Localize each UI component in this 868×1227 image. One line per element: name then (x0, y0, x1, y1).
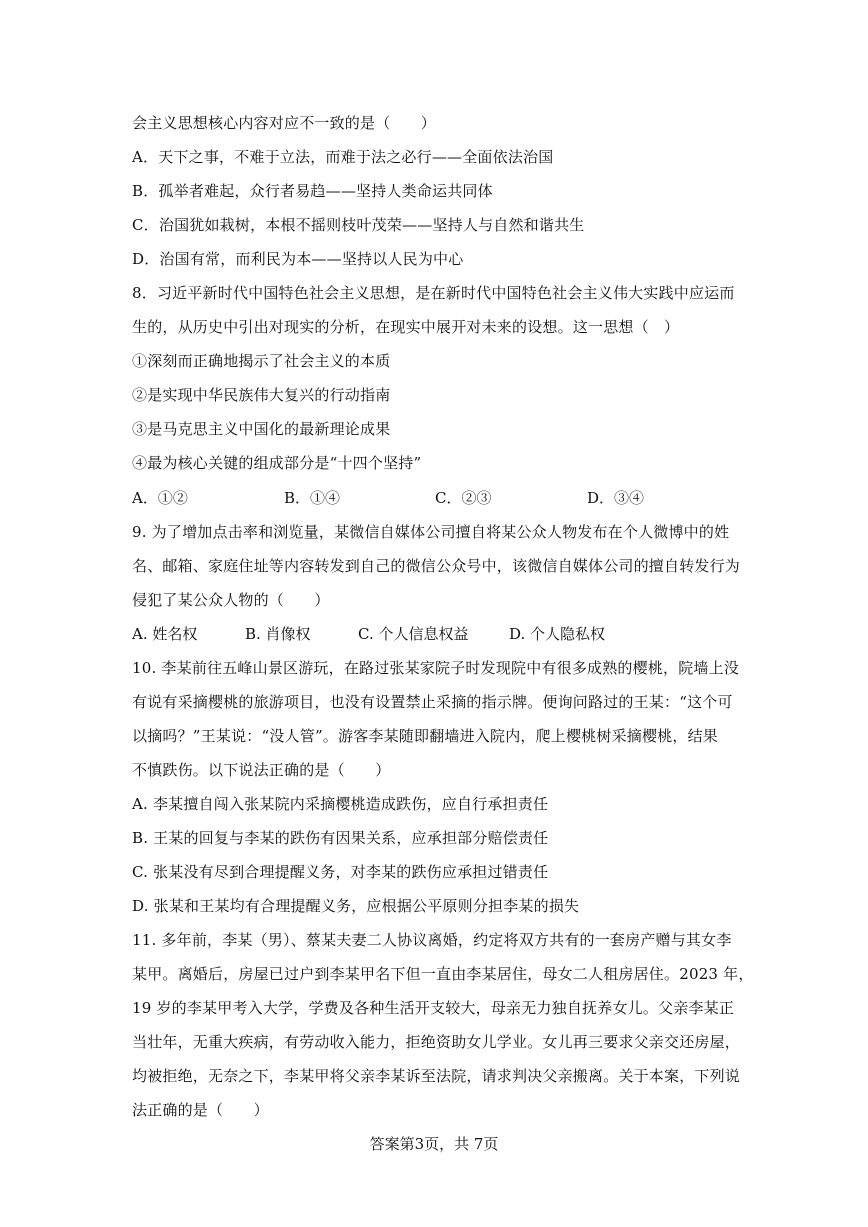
q8-statement-2: ②是实现中华民族伟大复兴的行动指南 (132, 386, 391, 404)
q11-stem-line-6: 法正确的是（ ） (132, 1101, 269, 1119)
q10-option-b: B. 王某的回复与李某的跌伤有因果关系，应承担部分赔偿责任 (132, 829, 549, 847)
q8-option-c: C．②③ (435, 489, 492, 507)
q11-stem-line-4: 当壮年，无重大疾病，有劳动收入能力，拒绝资助女儿学业。女儿再三要求父亲交还房屋， (132, 1033, 741, 1051)
q7-option-d: D．治国有常，而利民为本——坚持以人民为中心 (132, 250, 464, 268)
q9-option-a: A. 姓名权 (132, 625, 198, 643)
q7-option-a: A．天下之事，不难于立法，而难于法之必行——全面依法治国 (132, 148, 554, 166)
q9-stem-line-1: 9. 为了增加点击率和浏览量，某微信自媒体公司擅自将某公众人物发布在个人微博中的姓 (132, 523, 730, 541)
q10-stem-line-4: 不慎跌伤。以下说法正确的是（ ） (132, 761, 391, 779)
q11-stem-line-5: 均被拒绝，无奈之下，李某甲将父亲李某诉至法院，请求判决父亲搬离。关于本案，下列说 (132, 1067, 741, 1085)
q9-stem-line-3: 侵犯了某公众人物的（ ） (132, 591, 330, 609)
q10-option-d: D. 张某和王某均有合理提醒义务，应根据公平原则分担李某的损失 (132, 897, 580, 915)
q9-option-d: D. 个人隐私权 (509, 625, 606, 643)
q8-stem-line-2: 生的，从历史中引出对现实的分析，在现实中展开对未来的设想。这一思想（ ） (132, 318, 680, 336)
q8-statement-4: ④最为核心关键的组成部分是“十四个坚持” (132, 454, 422, 472)
q10-option-a: A. 李某擅自闯入张某院内采摘樱桃造成跌伤，应自行承担责任 (132, 795, 549, 813)
q10-option-c: C. 张某没有尽到合理提醒义务，对李某的跌伤应承担过错责任 (132, 863, 549, 881)
q8-statement-1: ①深刻而正确地揭示了社会主义的本质 (132, 352, 391, 370)
page-footer: 答案第3页，共 7页 (369, 1135, 499, 1153)
q8-option-b: B．①④ (284, 489, 341, 507)
q9-option-c: C. 个人信息权益 (358, 625, 469, 643)
q9-options-row (132, 624, 732, 644)
q8-statement-3: ③是马克思主义中国化的最新理论成果 (132, 420, 391, 438)
q8-option-d: D．③④ (587, 489, 645, 507)
q11-stem-line-3: 19 岁的李某甲考入大学，学费及各种生活开支较大，母亲无力独自抚养女儿。父亲李某正 (132, 999, 735, 1017)
q11-stem-line-1: 11. 多年前，李某（男）、蔡某夫妻二人协议离婚，约定将双方共有的一套房产赠与其女李 (132, 931, 732, 949)
q8-stem-line-1: 8．习近平新时代中国特色社会主义思想，是在新时代中国特色社会主义伟大实践中应运而 (132, 284, 735, 302)
q10-stem-line-3: 以摘吗？”王某说：“没人管”。游客李某随即翻墙进入院内，爬上樱桃树采摘樱桃，结果 (132, 727, 719, 745)
q8-option-a: A．①② (132, 489, 188, 507)
q7-stem-end: 会主义思想核心内容对应不一致的是（ ） (132, 114, 437, 132)
q7-option-c: C．治国犹如栽树，本根不摇则枝叶茂荣——坚持人与自然和谐共生 (132, 216, 585, 234)
q10-stem-line-1: 10. 李某前往五峰山景区游玩，在路过张某家院子时发现院中有很多成熟的樱桃，院墙上没 (132, 659, 740, 677)
q7-option-b: B．孤举者难起，众行者易趋——坚持人类命运共同体 (132, 182, 493, 200)
q9-option-b: B. 肖像权 (245, 625, 311, 643)
q9-stem-line-2: 名、邮箱、家庭住址等内容转发到自己的微信公众号中，该微信自媒体公司的擅自转发行为 (132, 557, 741, 575)
q8-options-row (132, 488, 732, 508)
q11-stem-line-2: 某甲。离婚后，房屋已过户到李某甲名下但一直由李某居住，母女二人租房居住。2023 年， (132, 965, 754, 983)
q10-stem-line-2: 有说有采摘樱桃的旅游项目，也没有设置禁止采摘的指示牌。便询问路过的王某：“这个可 (132, 693, 733, 711)
